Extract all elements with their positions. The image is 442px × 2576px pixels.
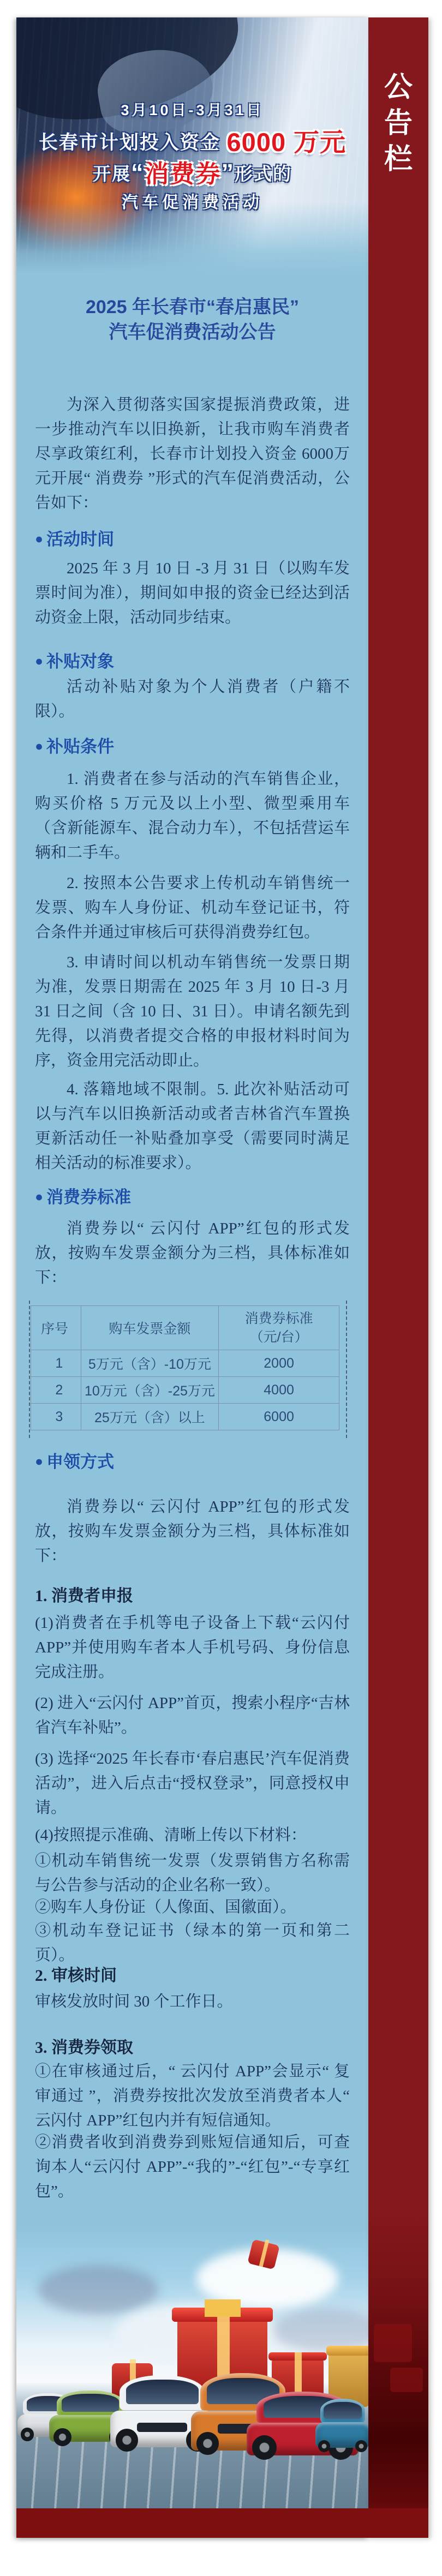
table-cell-standard: 4000 xyxy=(219,1377,339,1404)
bullet-icon: ● xyxy=(35,1454,44,1469)
receive-step-1: ①在审核通过后，“ 云闪付 APP”会显示“ 复审通过 ”，消费券按批次发放至消费者本人“ 云闪付 APP”红包内并有短信通知。 xyxy=(35,2063,350,2129)
apply-step-1-3: (3) 选择“2025 年长春市‘春启惠民’汽车促消费活动”，进入后点击“授权登录”，同意授权申请。 xyxy=(35,1750,350,1817)
apply-step-1-1: (1)消费者在手机等电子设备上下载“云闪付 APP”并使用购车者本人手机号码、身份信息完成注册。 xyxy=(35,1614,350,1681)
hero-funds-line xyxy=(16,122,368,159)
hero-date-range: 3月10日-3月31日 xyxy=(121,102,264,118)
section-heading-target-label: 补贴对象 xyxy=(46,652,115,671)
table-cell-no: 2 xyxy=(31,1377,81,1404)
section-heading-standard xyxy=(35,1186,350,1208)
table-cell-no: 1 xyxy=(31,1350,81,1377)
intro-paragraph: 为深入贯彻落实国家提振消费政策，进一步推动汽车以旧换新，让我市购车消费者尽享政策红利，长春市计划投入资金 6000万元开展“ 消费券 ”形式的汽车促消费活动，公告如下： xyxy=(35,396,350,512)
bullet-icon: ● xyxy=(35,654,44,669)
apply-subheading-receive: 3. 消费券领取 xyxy=(35,2039,133,2057)
section-heading-apply xyxy=(35,1451,350,1473)
target-paragraph: 活动补贴对象为个人消费者（户籍不限）。 xyxy=(35,678,350,720)
footer-cars-image xyxy=(16,2227,368,2508)
table-header-standard xyxy=(219,1306,339,1350)
sidebar-vertical-title xyxy=(368,70,428,178)
hero-coupon-suffix: 形式的 xyxy=(235,164,292,184)
bullet-icon: ● xyxy=(35,739,44,754)
bullet-icon: ● xyxy=(35,531,44,547)
hero-coupon-word: 消费券 xyxy=(144,160,222,188)
apply-subheading-declare: 1. 消费者申报 xyxy=(35,1587,133,1605)
bottom-red-band xyxy=(16,2508,428,2538)
condition-item-2: 2. 按照本公告要求上传机动车销售统一发票、购车人身份证、机动车登记证书，符合条件并通过审核后可获得消费券红包。 xyxy=(35,874,350,941)
hero-quote-close: ” xyxy=(221,159,235,187)
table-right-rail xyxy=(346,1301,347,1438)
condition-item-3: 3. 申请时间以机动车销售统一发票日期为准，发票日期需在 2025 年 3 月 10 日-3 月 31 日之间（含 10 日、31 日）。申请名额先到先得，以消费者提交合格的申报材料时间为序，资金用完活动即止。 xyxy=(35,954,350,1069)
table-cell-amount: 5万元（含）-10万元 xyxy=(81,1350,219,1377)
section-heading-condition-label: 补贴条件 xyxy=(46,737,115,756)
table-header-no: 序号 xyxy=(31,1306,81,1350)
table-header-row xyxy=(31,1306,339,1350)
sidebar-char: 栏 xyxy=(384,144,413,175)
table-cell-standard: 2000 xyxy=(219,1350,339,1377)
time-paragraph: 2025 年 3 月 10 日 -3 月 31 日（以购车发票时间为准），期间如申报的资金已经达到活动资金上限，活动同步结束。 xyxy=(35,560,350,626)
hero-funds-amount: 6000 万元 xyxy=(226,128,347,157)
apply-material-1: ①机动车销售统一发票（发票销售方名称需与公告参与活动的企业名称一致）。 xyxy=(35,1852,350,1894)
content-column xyxy=(16,17,368,2538)
table-cell-standard: 6000 xyxy=(219,1404,339,1430)
hero-coupon-prefix: 开展 xyxy=(92,164,131,184)
cloud xyxy=(38,2265,158,2314)
apply-step-1-4: (4)按照提示准确、清晰上传以下材料： xyxy=(35,1826,307,1844)
apply-subheading-review: 2. 审核时间 xyxy=(35,1967,117,1985)
table-header-standard-line1: 消费券标准 xyxy=(244,1311,313,1326)
coupon-standard-table xyxy=(31,1305,339,1430)
receive-step-2: ②消费者收到消费券到账短信通知后，可查询本人“云闪付 APP”-“我的”-“红包”-“专享红包”。 xyxy=(35,2134,350,2200)
table-cell-no: 3 xyxy=(31,1404,81,1430)
condition-item-1: 1. 消费者在参与活动的汽车销售企业，购买价格 5 万元及以上小型、微型乘用车（含新能源车、混合动力车），不包括营运车辆和二手车。 xyxy=(35,770,350,861)
sidebar-bottom-fade xyxy=(368,2209,428,2538)
condition-item-4-5: 4. 落籍地域不限制。5. 此次补贴活动可以与汽车以旧换新活动或者吉林省汽车置换更新活动任一补贴叠加享受（需要同时满足相关活动的标准要求）。 xyxy=(35,1081,350,1172)
hero-quote-open: “ xyxy=(130,159,145,187)
table-row xyxy=(31,1404,339,1430)
sidebar-char: 告 xyxy=(384,108,413,139)
section-heading-apply-label: 申领方式 xyxy=(46,1452,115,1471)
announcement-sidebar xyxy=(368,17,428,2538)
apply-intro-paragraph: 消费券以“ 云闪付 APP”红包的形式发放，按购车发票金额分为三档，具体标准如下： xyxy=(35,1498,350,1565)
table-cell-amount: 25万元（含）以上 xyxy=(81,1404,219,1430)
sidebar-char: 公 xyxy=(384,72,413,103)
table-row xyxy=(31,1377,339,1404)
table-left-rail xyxy=(29,1301,30,1438)
car-blue-sedan xyxy=(315,2399,368,2452)
hero-funds-prefix: 长春市计划投入资金 xyxy=(38,132,227,153)
table-header-amount: 购车发票金额 xyxy=(81,1306,219,1350)
section-heading-standard-label: 消费券标准 xyxy=(46,1188,132,1207)
page-title xyxy=(16,295,368,345)
review-paragraph: 审核发放时间 30 个工作日。 xyxy=(35,1993,233,2010)
table-cell-amount: 10万元（含）-25万元 xyxy=(81,1377,219,1404)
table-row xyxy=(31,1350,339,1377)
standard-paragraph: 消费券以“ 云闪付 APP”红包的形式发放，按购车发票金额分为三档，具体标准如下： xyxy=(35,1220,350,1286)
hero-activity-line: 汽车促消费活动 xyxy=(122,194,263,212)
section-heading-time-label: 活动时间 xyxy=(46,530,115,549)
section-heading-time xyxy=(35,528,350,550)
hero-banner xyxy=(16,17,368,274)
page-title-line2: 汽车促消费活动公告 xyxy=(109,322,276,343)
bullet-icon: ● xyxy=(35,1189,44,1205)
apply-material-3: ③机动车登记证书（绿本的第一页和第二页）。 xyxy=(35,1922,350,1964)
ghost-gift-shape xyxy=(390,2368,423,2392)
table-header-standard-line2: （元/台） xyxy=(249,1329,308,1345)
apply-step-1-2: (2) 进入“云闪付 APP”首页，搜索小程序“吉林省汽车补贴”。 xyxy=(35,1694,350,1736)
section-heading-target xyxy=(35,650,350,673)
ghost-gift-shape xyxy=(374,2324,412,2362)
apply-material-2: ②购车人身份证（人像面、国徽面）。 xyxy=(35,1898,296,1916)
page-title-line1: 2025 年长春市“春启惠民” xyxy=(85,297,300,317)
hero-coupon-line xyxy=(16,154,368,189)
section-heading-condition xyxy=(35,735,350,758)
